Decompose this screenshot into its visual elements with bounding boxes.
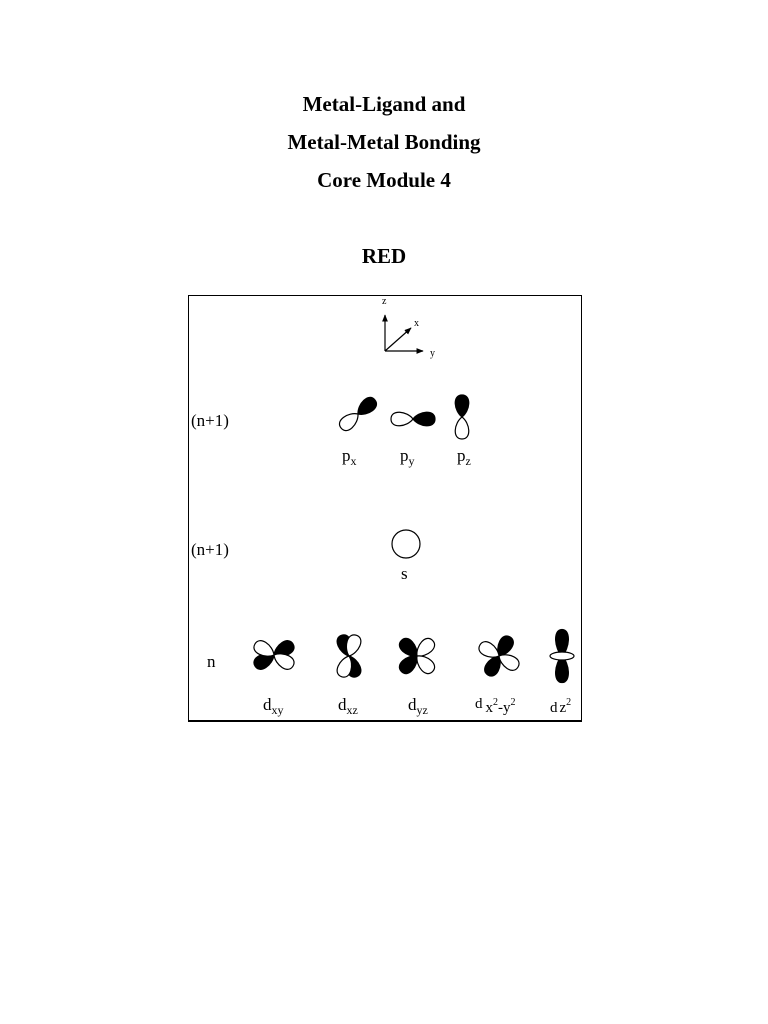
py-orbital [391, 412, 435, 426]
title-red: RED [361, 244, 407, 268]
pz-orbital [455, 395, 469, 439]
dz2-orbital [550, 630, 574, 683]
dyz-orbital [397, 636, 438, 677]
s-label: s [401, 564, 408, 583]
px-label: $p_x$ [342, 446, 357, 468]
dz2-label: d $z^2$ [550, 697, 572, 716]
dxz-label: $d_{xz}$ [338, 695, 358, 717]
y-axis-label: y [430, 348, 435, 359]
title-line-3: Core Module 4 [317, 168, 451, 192]
px-orbital [337, 395, 379, 434]
orbital-diagram [188, 295, 582, 722]
axes-diagram [382, 296, 435, 359]
title-line-1: Metal-Ligand and [302, 92, 466, 116]
s-level-label: (n+1) [191, 540, 229, 559]
dx2y2-label: d $x^2-y^2$ [475, 696, 516, 716]
p-level-label: (n+1) [191, 411, 229, 430]
dxy-label: $d_{xy}$ [263, 695, 284, 717]
dxz-orbital [335, 633, 363, 679]
d-level-label: n [207, 652, 216, 671]
s-orbital [392, 530, 420, 558]
x-axis-label: x [414, 318, 419, 329]
dxy-orbital [252, 638, 297, 672]
py-label: $p_y$ [400, 446, 415, 468]
orbital-diagram-svg [189, 296, 583, 723]
x-axis-arrow [385, 328, 411, 351]
pz-label: $p_z$ [457, 446, 471, 468]
z-axis-label: z [382, 296, 387, 307]
title-line-2: Metal-Metal Bonding [287, 130, 481, 154]
dx2y2-orbital [477, 634, 522, 679]
dyz-label: $d_{yz}$ [408, 695, 428, 717]
